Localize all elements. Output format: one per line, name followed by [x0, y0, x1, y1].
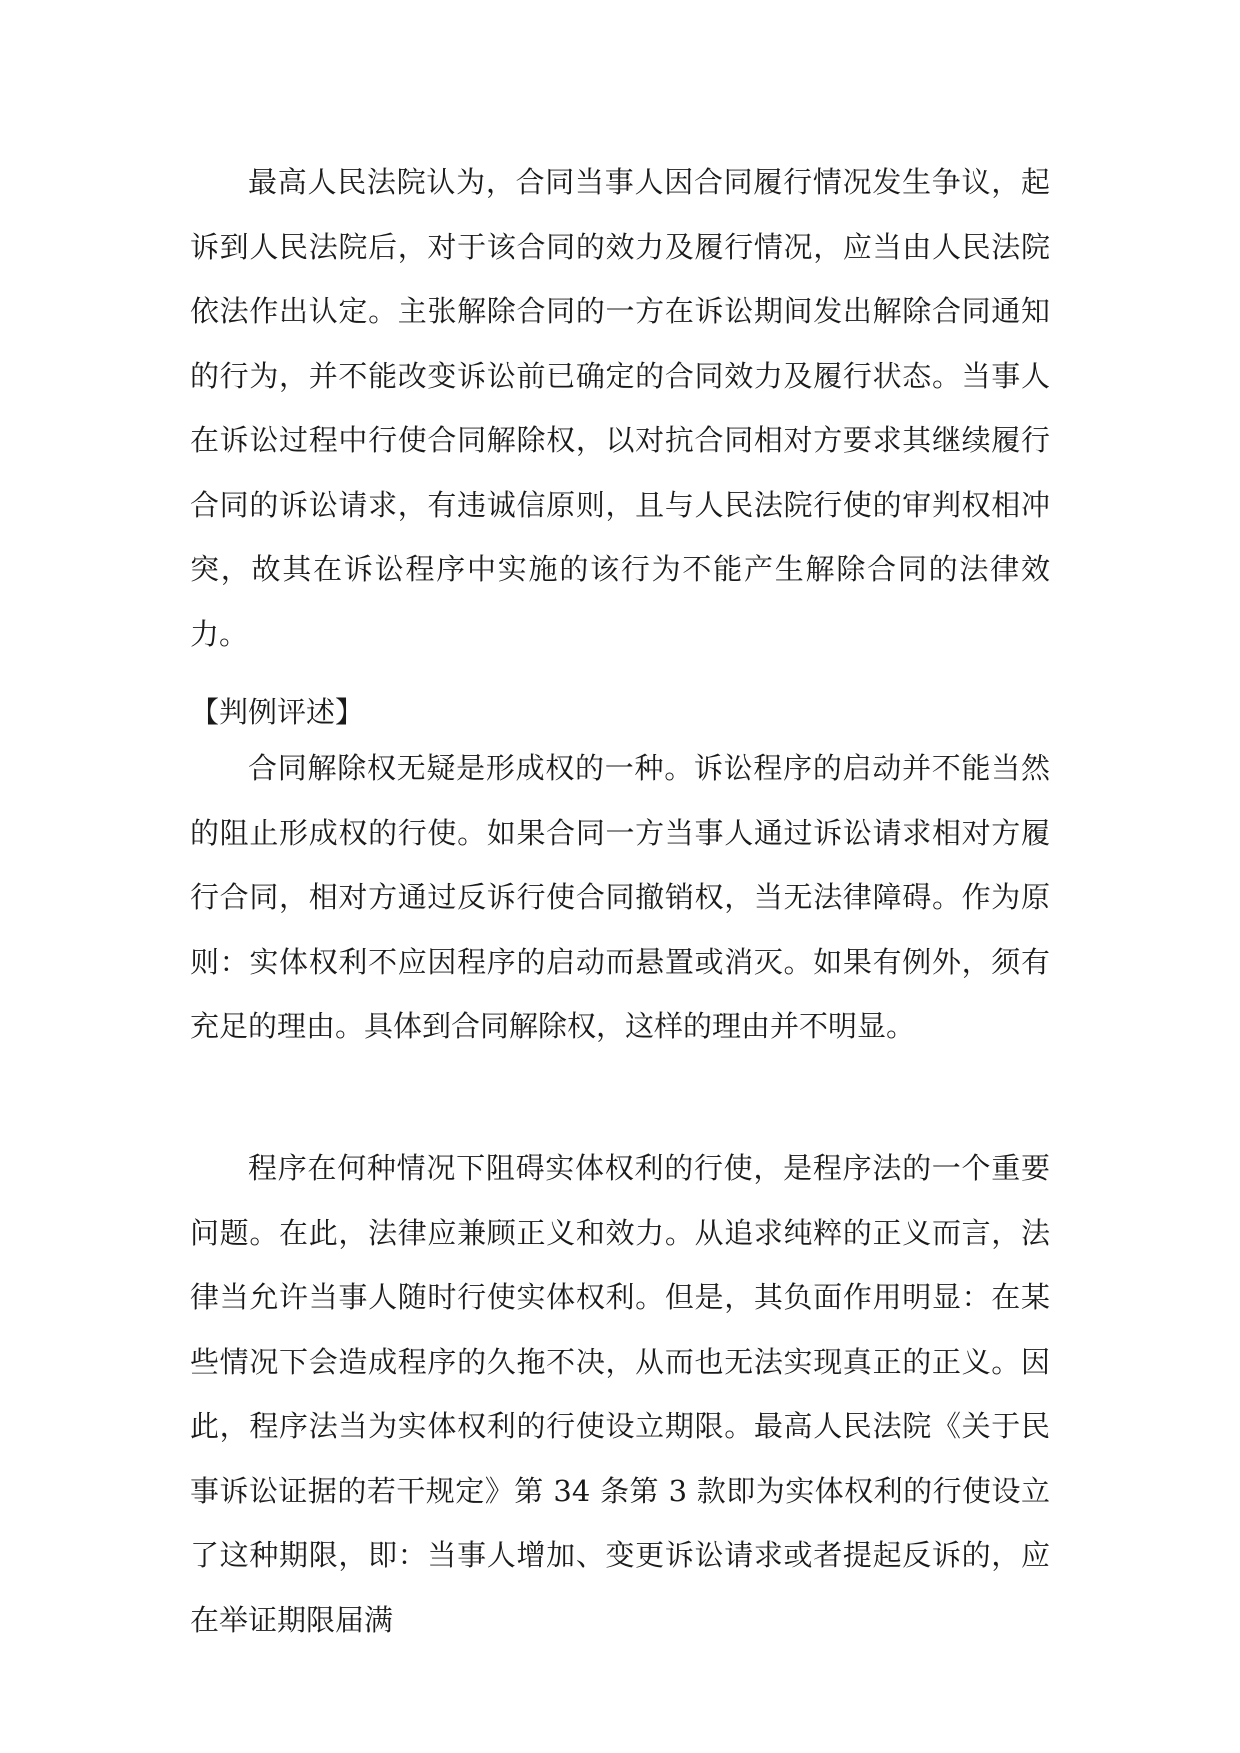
court-opinion-paragraph: [190, 150, 1050, 666]
commentary-paragraph-1: [190, 736, 1050, 1059]
section-heading-text: 【判例评述】: [190, 695, 365, 729]
paragraph-text: 合同解除权无疑是形成权的一种。诉讼程序的启动并不能当然的阻止形成权的行使。如果合同一方当事人通过诉讼请求相对方履行合同，相对方通过反诉行使合同撤销权，当无法律障碍。作为原则：实体权利不应因程序的启动而悬置或消灭。如果有例外，须有充足的理由。具体到合同解除权，这样的理由并不明显。: [190, 751, 1050, 1043]
commentary-paragraph-2: [190, 1136, 1050, 1652]
paragraph-text: 最高人民法院认为，合同当事人因合同履行情况发生争议，起诉到人民法院后，对于该合同的效力及履行情况，应当由人民法院依法作出认定。主张解除合同的一方在诉讼期间发出解除合同通知的行为，并不能改变诉讼前已确定的合同效力及履行状态。当事人在诉讼过程中行使合同解除权，以对抗合同相对方要求其继续履行合同的诉讼请求，有违诚信原则，且与人民法院行使的审判权相冲突，故其在诉讼程序中实施的该行为不能产生解除合同的法律效力。: [190, 165, 1050, 651]
paragraph-text: 程序在何种情况下阻碍实体权利的行使，是程序法的一个重要问题。在此，法律应兼顾正义和效力。从追求纯粹的正义而言，法律当允许当事人随时行使实体权利。但是，其负面作用明显：在某些情况下会造成程序的久拖不决，从而也无法实现真正的正义。因此，程序法当为实体权利的行使设立期限。最高人民法院《关于民事诉讼证据的若干规定》第 34 条第 3 款即为实体权利的行使设立了这种期限，即：当事人增加、变更诉讼请求或者提起反诉的，应在举证期限届满: [190, 1151, 1050, 1637]
section-heading: [190, 692, 1050, 732]
